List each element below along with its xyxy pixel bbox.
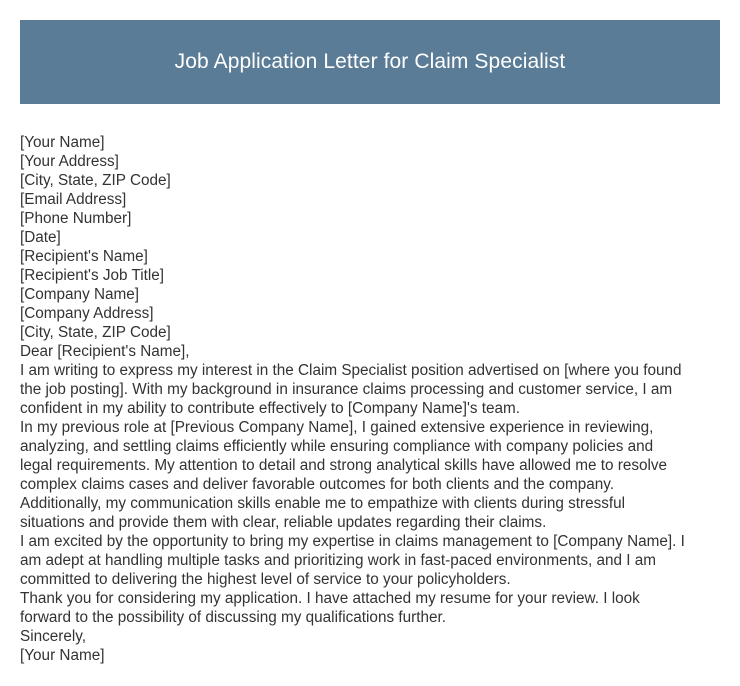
recipient-block [20, 247, 722, 342]
paragraph-line: complex claims cases and deliver favorable outcomes for both clients and the company. [20, 476, 615, 493]
letter-body [20, 133, 722, 665]
paragraph-intro [20, 361, 722, 418]
recipient-name: [Recipient's Name] [20, 248, 148, 265]
closing: Sincerely, [20, 628, 87, 645]
sender-phone: [Phone Number] [20, 210, 132, 227]
letter-date: [Date] [20, 229, 61, 246]
paragraph-line: forward to the possibility of discussing my qualifications further. [20, 609, 446, 626]
paragraph-line: the job posting]. With my background in insurance claims processing and customer service, I am [20, 381, 673, 398]
recipient-job-title: [Recipient's Job Title] [20, 267, 165, 284]
paragraph-line: Thank you for considering my application. I have attached my resume for your review. I look [20, 590, 640, 607]
paragraph-line: am adept at handling multiple tasks and prioritizing work in fast-paced environments, and I am [20, 552, 657, 569]
paragraph-line: committed to delivering the highest level of service to your policyholders. [20, 571, 511, 588]
paragraph-line: In my previous role at [Previous Company Name], I gained extensive experience in reviewing, [20, 419, 654, 436]
sender-address: [Your Address] [20, 153, 119, 170]
sender-name: [Your Name] [20, 134, 105, 151]
paragraph-line: situations and provide them with clear, reliable updates regarding their claims. [20, 514, 547, 531]
paragraph-motivation [20, 532, 722, 589]
paragraph-closing [20, 589, 722, 627]
salutation: Dear [Recipient's Name], [20, 343, 190, 360]
paragraph-line: Additionally, my communication skills enable me to empathize with clients during stressful [20, 495, 626, 512]
paragraph-line: analyzing, and settling claims efficiently while ensuring compliance with company policies and [20, 438, 654, 455]
signature-name: [Your Name] [20, 647, 105, 664]
recipient-company: [Company Name] [20, 286, 140, 303]
paragraph-line: legal requirements. My attention to detail and strong analytical skills have allowed me to resolve [20, 457, 668, 474]
recipient-address: [Company Address] [20, 305, 154, 322]
paragraph-line: I am excited by the opportunity to bring my expertise in claims management to [Company Name]. I [20, 533, 685, 550]
paragraph-line: confident in my ability to contribute effectively to [Company Name]'s team. [20, 400, 521, 417]
sender-email: [Email Address] [20, 191, 127, 208]
paragraph-line: I am writing to express my interest in the Claim Specialist position advertised on [where you found [20, 362, 682, 379]
paragraph-experience [20, 418, 722, 532]
sender-block [20, 133, 722, 247]
sender-city-state-zip: [City, State, ZIP Code] [20, 172, 171, 189]
title-banner [20, 20, 720, 104]
page-title: Job Application Letter for Claim Specialist [174, 50, 566, 73]
recipient-city-state-zip: [City, State, ZIP Code] [20, 324, 171, 341]
